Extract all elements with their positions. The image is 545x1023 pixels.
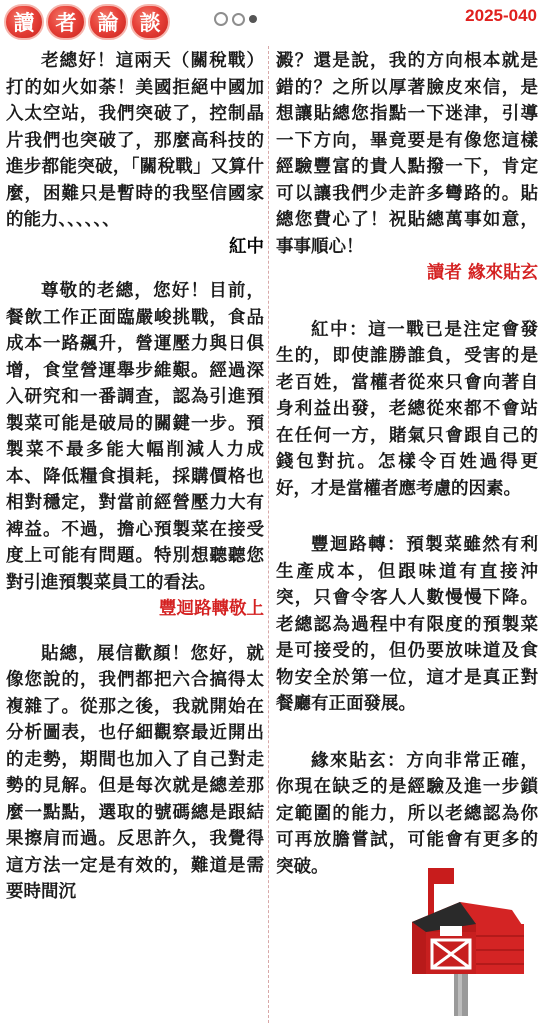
letter-3-continued: 澱？還是說，我的方向根本就是錯的？之所以厚著臉皮來信，是想讓貼總您指點一下迷津，引導一下方向，畢竟要是有像您這樣經驗豐富的貴人點撥一下，肯定可以讓我們少走許多彎路的。貼總您費心了！祝貼總萬事如意，事事順心！ [276, 51, 538, 257]
circle-outline-icon [232, 13, 245, 26]
title-char-2: 者 [46, 4, 86, 40]
title-char-3: 論 [88, 4, 128, 40]
left-column [6, 48, 264, 1023]
reply-3: 緣來貼玄：方向非常正確，你現在缺乏的是經驗及進一步鎖定範圍的能力，所以老總認為你可再放膽嘗試，可能會有更多的突破。 [276, 750, 538, 877]
column-title [4, 4, 170, 40]
column-divider [268, 46, 270, 1023]
reply-2: 豐迴路轉：預製菜雖然有利生產成本，但跟味道有直接沖突，只會令客人人數慢慢下降。老總認為過程中有限度的預製菜是可接受的，但仍要放味道及食物安全於第一位，這才是真正對餐廳有正面發展。 [276, 535, 538, 714]
letter-2-signature: 豐迴路轉敬上 [159, 599, 264, 619]
reply-1: 紅中：這一戰已是注定會發生的，即使誰勝誰負，受害的是老百姓，當權者從來只會向著自身利益出發，老總從來都不會站在任何一方，賭氣只會跟自己的錢包對抗。怎樣令百姓過得更好，才是當權者應考慮的因素。 [276, 319, 538, 499]
decorative-dots [214, 12, 257, 26]
title-char-4: 談 [130, 4, 170, 40]
letter-1-body: 老總好！這兩天（關稅戰）打的如火如荼！美國拒絕中國加入太空站，我們突破了，控制晶片我們也突破了，那麼高科技的進步都能突破，「關稅戰」又算什麼，困難只是暫時的我堅信國家的能力、、、、、、 [6, 51, 264, 230]
letter-3-signature: 讀者 緣來貼玄 [426, 263, 538, 283]
issue-number: 2025-040 [465, 6, 537, 25]
circle-filled-icon [249, 15, 257, 23]
circle-outline-icon [214, 12, 228, 26]
letter-2-body: 尊敬的老總，您好！目前，餐飲工作正面臨嚴峻挑戰，食品成本一路飆升，營運壓力與日俱增，食堂營運舉步維艱。經過深入研究和一番調查，認為引進預製菜可能是破局的關鍵一步。預製菜不最多能大幅削減人力成本、降低糧食損耗，採購價格也相對穩定，對當前經營壓力大有裨益。不過，擔心預製菜在接受度上可能有問題。特別想聽聽您對引進預製菜員工的看法。 [6, 281, 264, 593]
letter-3-body: 貼總，展信歡顏！您好，就像您說的，我們都把六合搞得太複雜了。從那之後，我就開始在分析圖表，也仔細觀察最近開出的走勢，期間也加入了自己對走勢的見解。但是每次就是總差那麼一點點，選取的號碼總是跟結果擦肩而過。反思許久，我覺得這方法一定是有效的，難道是需要時間沉 [6, 643, 264, 902]
red-mailbox-illustration [392, 866, 542, 1016]
title-char-1: 讀 [4, 4, 44, 40]
column-header [0, 0, 545, 42]
letter-1-signature: 紅中 [229, 236, 264, 257]
